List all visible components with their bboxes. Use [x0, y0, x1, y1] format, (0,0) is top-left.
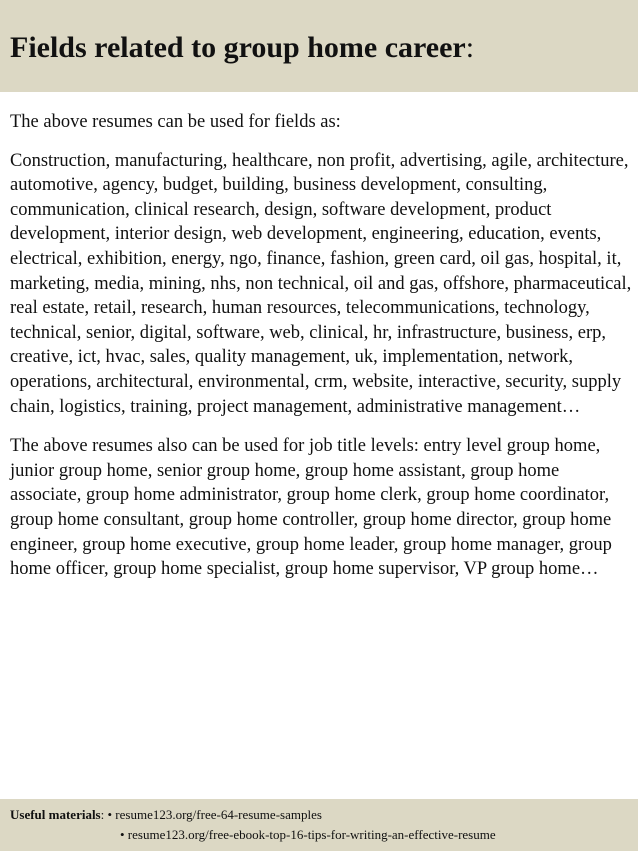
page-title-colon: :	[465, 31, 475, 64]
footer-link-ebook-tips[interactable]: • resume123.org/free-ebook-top-16-tips-for-writing-an-effective-resume	[120, 827, 496, 842]
footer-link-resume-samples[interactable]: • resume123.org/free-64-resume-samples	[107, 807, 322, 822]
useful-materials-colon: :	[100, 807, 108, 822]
footer-row-2	[10, 825, 638, 845]
title-band	[0, 0, 638, 92]
footer-indent	[10, 825, 120, 845]
main-content	[10, 110, 634, 582]
useful-materials-footer	[0, 799, 638, 851]
useful-materials-label: Useful materials	[10, 807, 101, 822]
fields-paragraph: Construction, manufacturing, healthcare, non profit, advertising, agile, architecture, automotive, agency, budget, building, business development, consulting, communication, clinical research, design, software development, product development, interior design, web development, engineering, education, events, electrical, exhibition, energy, ngo, finance, fashion, green card, oil gas, hospital, it, marketing, media, mining, nhs, non technical, oil and gas, offshore, pharmaceutical, real estate, retail, research, human resources, telecommunications, technology, technical, senior, digital, software, web, clinical, hr, infrastructure, business, erp, creative, ict, hvac, sales, quality management, uk, implementation, network, operations, architectural, environmental, crm, website, interactive, security, supply chain, logistics, training, project management, administrative management…	[10, 150, 632, 417]
footer-row-1	[10, 805, 638, 825]
page-title-text: Fields related to group home career	[10, 31, 466, 64]
intro-text: The above resumes can be used for fields as:	[10, 112, 341, 132]
job-titles-paragraph: The above resumes also can be used for job title levels: entry level group home, junior group home, senior group home, group home assistant, group home associate, group home administrator, group home clerk, group home coordinator, group home consultant, group home controller, group home director, group home engineer, group home executive, group home leader, group home manager, group home officer, group home specialist, group home supervisor, VP group home…	[10, 436, 612, 580]
page-title	[10, 28, 638, 68]
